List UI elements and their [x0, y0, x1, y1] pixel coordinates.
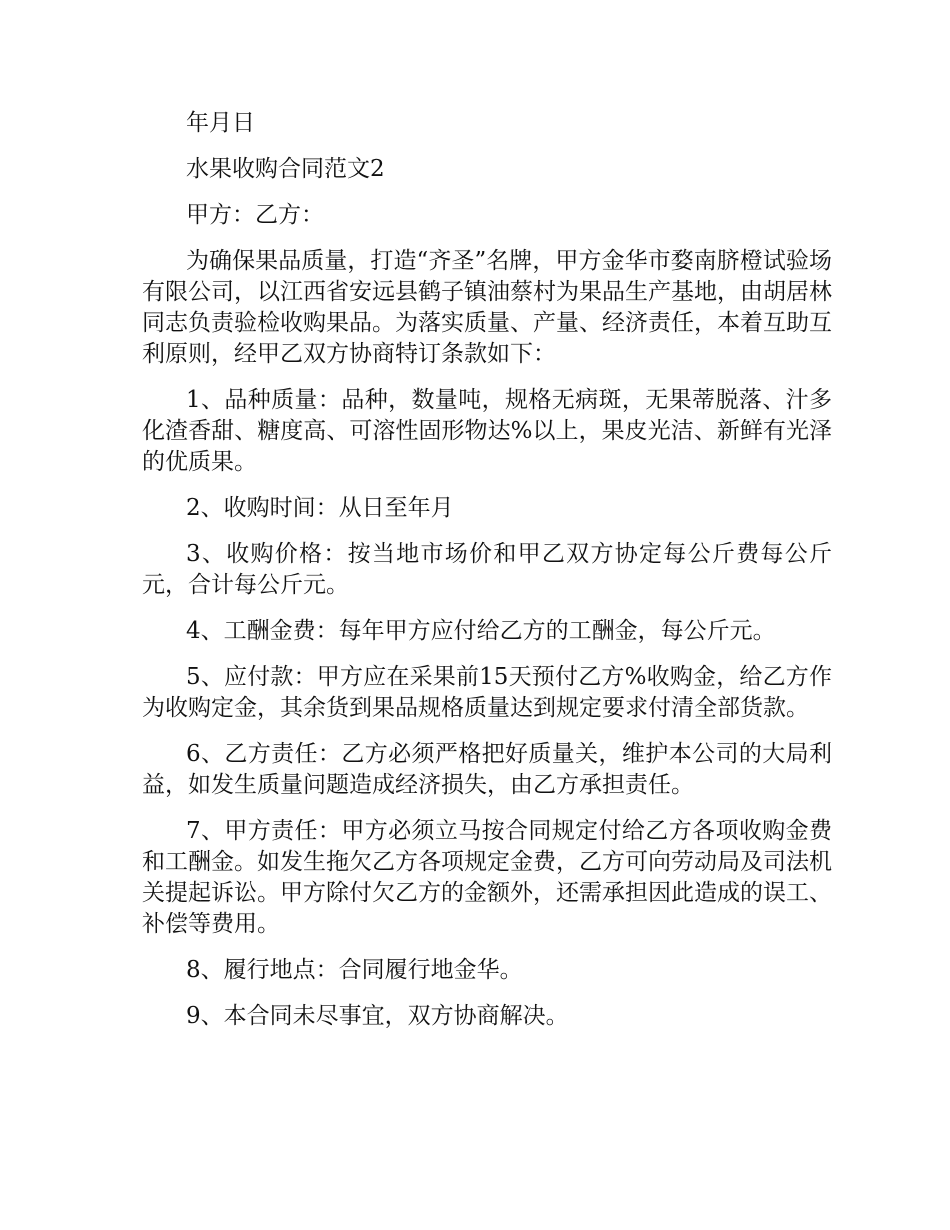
- contract-title: 水果收购合同范文2: [186, 156, 385, 182]
- parties-line: 甲方：乙方：: [186, 202, 324, 228]
- date-line: 年月日: [186, 110, 255, 136]
- clause-8-place: 8、履行地点：合同履行地金华。: [186, 957, 523, 983]
- clause-9-other: 9、本合同未尽事宜，双方协商解决。: [186, 1003, 569, 1029]
- clause-2-purchase-time: 2、收购时间：从日至年月: [186, 495, 454, 521]
- clause-1-variety-quality: 1、品种质量：品种，数量吨，规格无病斑，无果蒂脱落、汁多化渣香甜、糖度高、可溶性固形物达%以上，果皮光洁、新鲜有光泽的优质果。: [142, 387, 832, 475]
- clause-7-party-a-duty: 7、甲方责任：甲方必须立马按合同规定付给乙方各项收购金费和工酬金。如发生拖欠乙方各项规定金费，乙方可向劳动局及司法机关提起诉讼。甲方除付欠乙方的金额外，还需承担因此造成的误工、补偿等费用。: [142, 818, 832, 937]
- preamble-paragraph: 为确保果品质量，打造“齐圣”名牌，甲方金华市婺南脐橙试验场有限公司，以江西省安远县鹤子镇油蔡村为果品生产基地，由胡居林同志负责验检收购果品。为落实质量、产量、经济责任，本着互助互利原则，经甲乙双方协商特订条款如下：: [142, 248, 832, 367]
- document-body: [142, 108, 832, 1047]
- clause-4-remuneration: 4、工酬金费：每年甲方应付给乙方的工酬金，每公斤元。: [186, 618, 776, 644]
- clause-3-purchase-price: 3、收购价格：按当地市场价和甲乙双方协定每公斤费每公斤元，合计每公斤元。: [142, 541, 832, 598]
- clause-5-payment: 5、应付款：甲方应在采果前15天预付乙方%收购金，给乙方作为收购定金，其余货到果品规格质量达到规定要求付清全部货款。: [142, 664, 832, 721]
- clause-6-party-b-duty: 6、乙方责任：乙方必须严格把好质量关，维护本公司的大局利益，如发生质量问题造成经济损失，由乙方承担责任。: [142, 741, 832, 798]
